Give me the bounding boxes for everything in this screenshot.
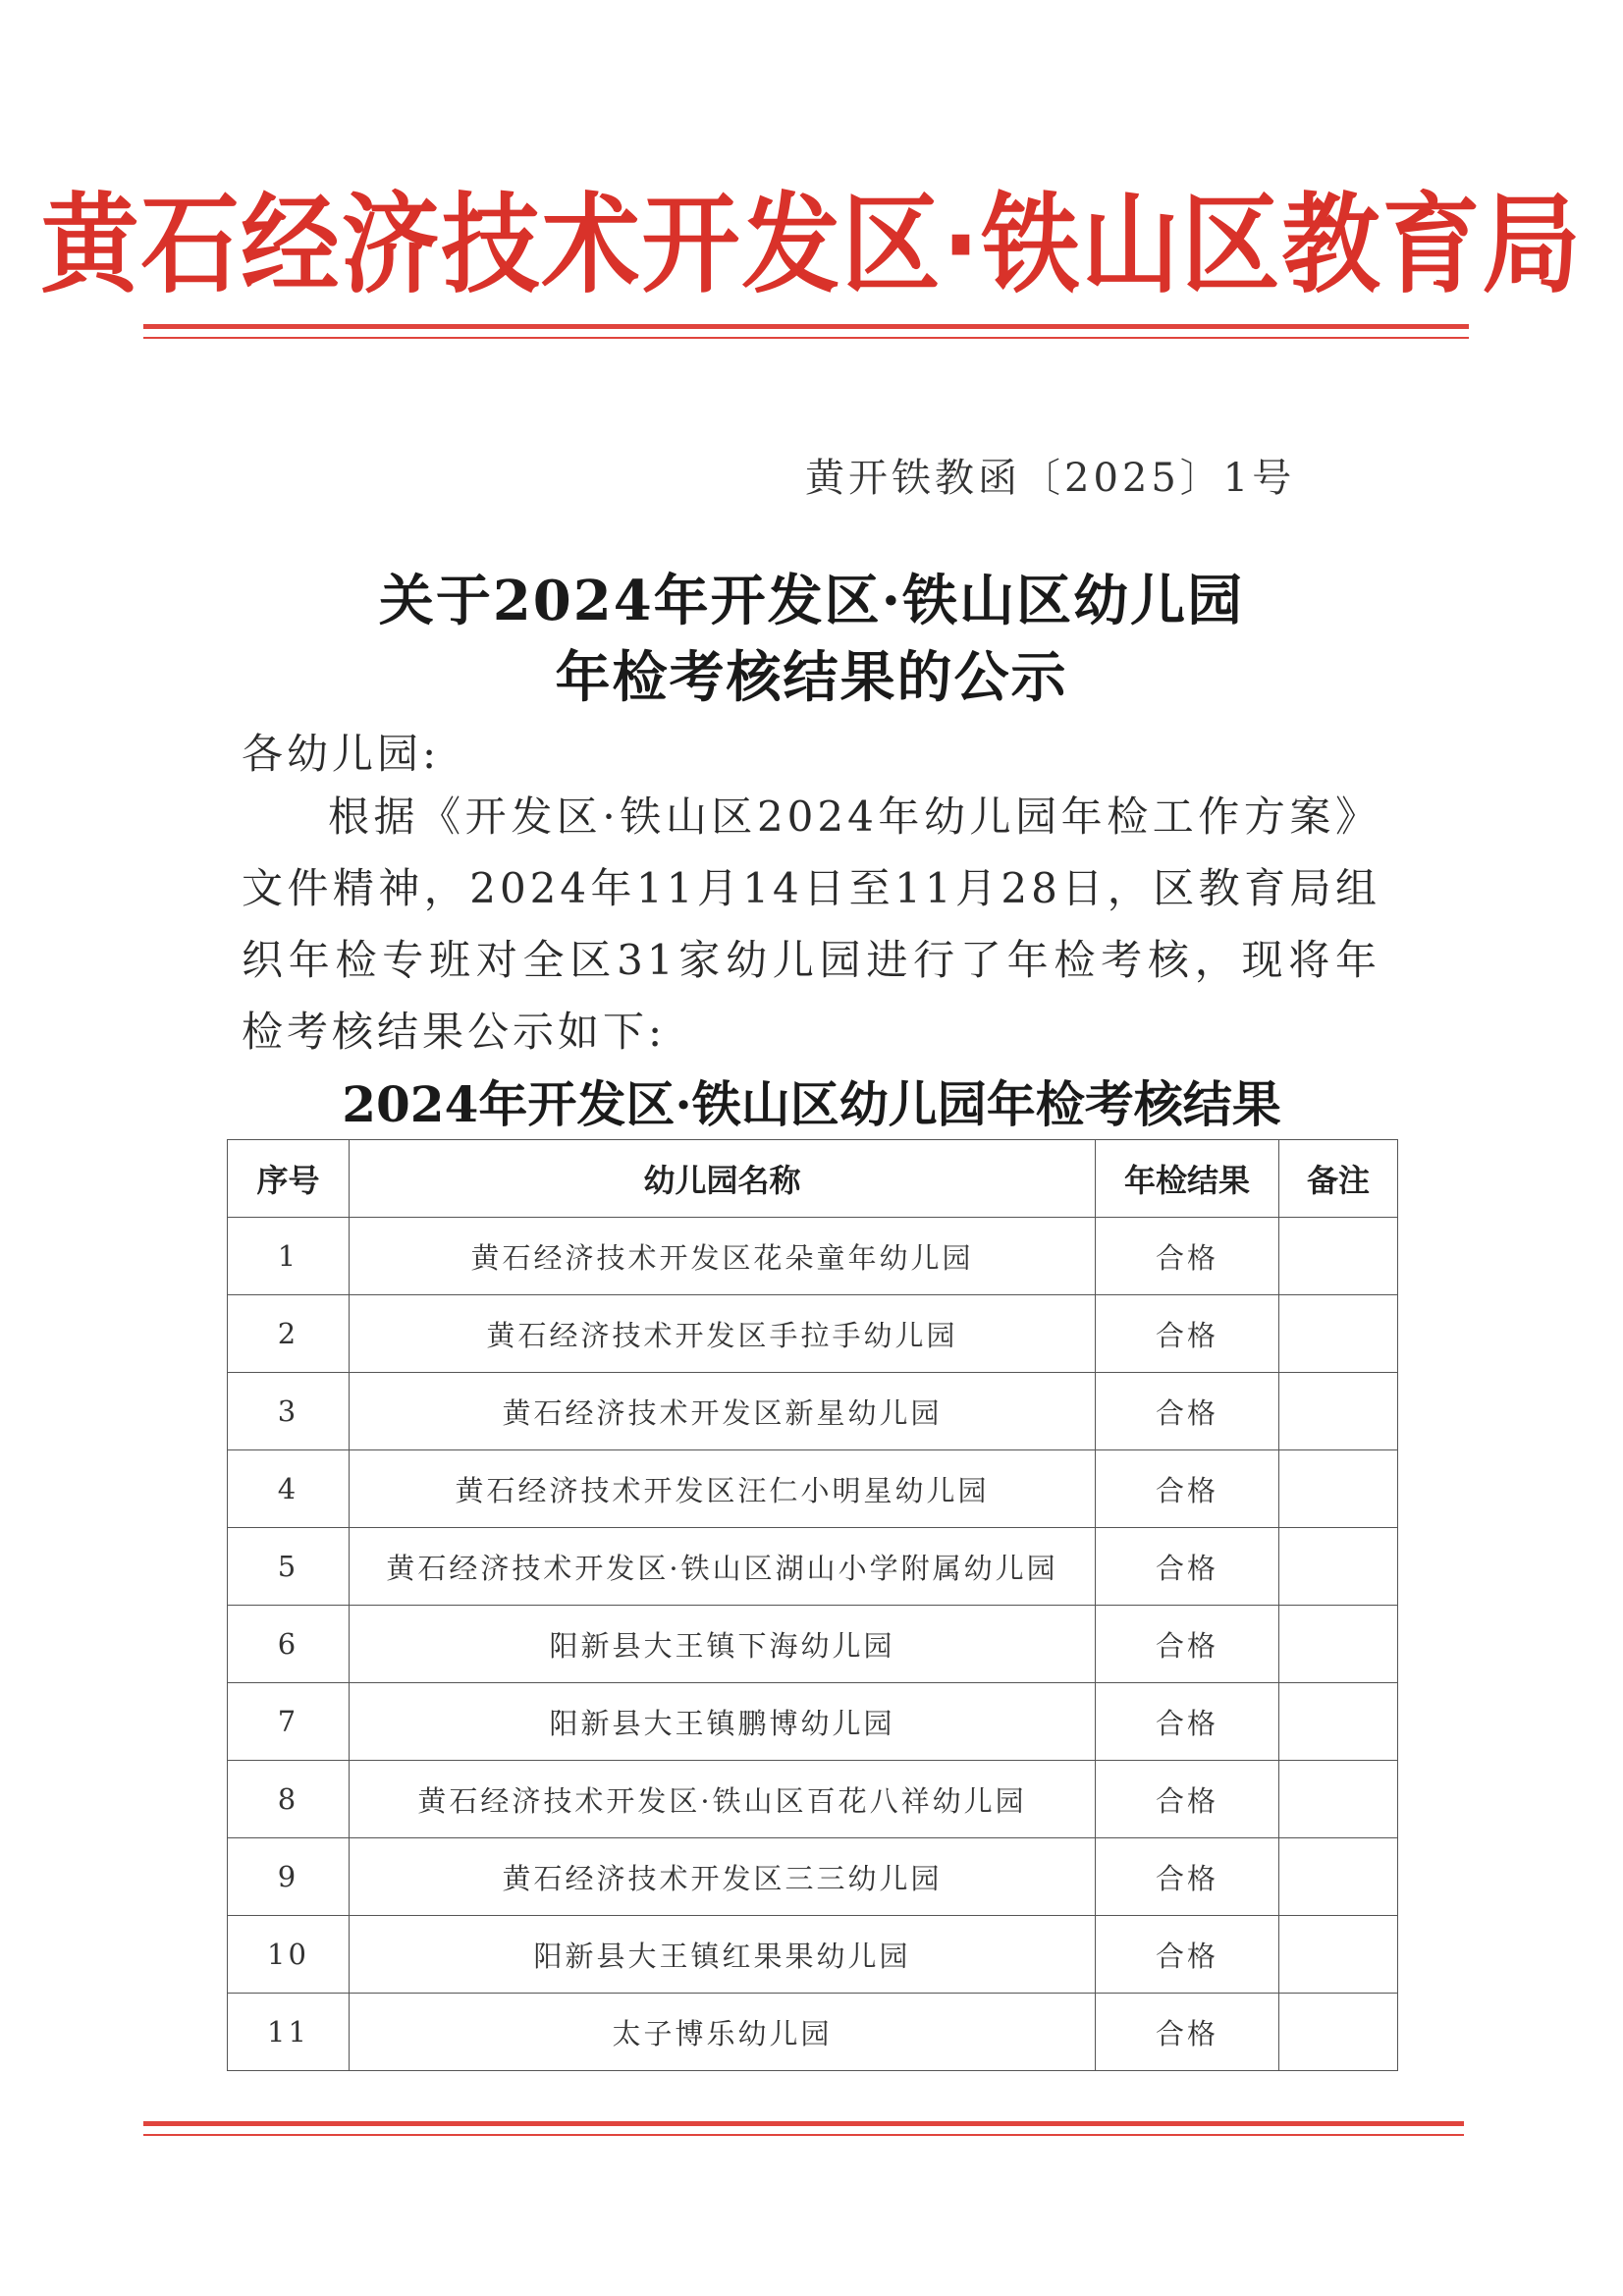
row-no: 4 bbox=[228, 1450, 350, 1528]
header-no: 序号 bbox=[228, 1140, 350, 1218]
row-name: 阳新县大王镇红果果幼儿园 bbox=[350, 1916, 1096, 1994]
main-title-line1: 关于2024年开发区·铁山区幼儿园 bbox=[378, 569, 1245, 633]
table-row bbox=[228, 1994, 1398, 2071]
table-row bbox=[228, 1373, 1398, 1450]
table-row bbox=[228, 1218, 1398, 1295]
row-remark bbox=[1279, 1606, 1398, 1683]
main-title-line2: 年检考核结果的公示 bbox=[555, 645, 1068, 710]
row-name: 黄石经济技术开发区花朵童年幼儿园 bbox=[350, 1218, 1096, 1295]
row-result: 合格 bbox=[1096, 1761, 1279, 1838]
row-remark bbox=[1279, 1994, 1398, 2071]
table-title: 2024年开发区·铁山区幼儿园年检考核结果 bbox=[342, 1075, 1281, 1133]
row-result: 合格 bbox=[1096, 1295, 1279, 1373]
row-remark bbox=[1279, 1761, 1398, 1838]
row-no: 9 bbox=[228, 1838, 350, 1916]
row-no: 10 bbox=[228, 1916, 350, 1994]
row-result: 合格 bbox=[1096, 1994, 1279, 2071]
row-remark bbox=[1279, 1916, 1398, 1994]
row-name: 黄石经济技术开发区·铁山区湖山小学附属幼儿园 bbox=[350, 1528, 1096, 1606]
row-no: 3 bbox=[228, 1373, 350, 1450]
header-name: 幼儿园名称 bbox=[350, 1140, 1096, 1218]
row-remark bbox=[1279, 1373, 1398, 1450]
row-name: 阳新县大王镇鹏博幼儿园 bbox=[350, 1683, 1096, 1761]
table-row bbox=[228, 1295, 1398, 1373]
table-row bbox=[228, 1606, 1398, 1683]
salutation: 各幼儿园: bbox=[242, 730, 441, 778]
table-row bbox=[228, 1838, 1398, 1916]
row-result: 合格 bbox=[1096, 1528, 1279, 1606]
footer-rule-thin bbox=[143, 2134, 1464, 2136]
row-result: 合格 bbox=[1096, 1838, 1279, 1916]
row-no: 1 bbox=[228, 1218, 350, 1295]
table-row bbox=[228, 1683, 1398, 1761]
table-row bbox=[228, 1450, 1398, 1528]
agency-header-title: 黄石经济技术开发区·铁山区教育局 bbox=[40, 182, 1583, 308]
table-header-row bbox=[228, 1140, 1398, 1218]
row-name: 阳新县大王镇下海幼儿园 bbox=[350, 1606, 1096, 1683]
row-name: 黄石经济技术开发区三三幼儿园 bbox=[350, 1838, 1096, 1916]
header-result: 年检结果 bbox=[1096, 1140, 1279, 1218]
table-row bbox=[228, 1761, 1398, 1838]
row-no: 11 bbox=[228, 1994, 350, 2071]
row-name: 太子博乐幼儿园 bbox=[350, 1994, 1096, 2071]
row-result: 合格 bbox=[1096, 1373, 1279, 1450]
row-result: 合格 bbox=[1096, 1218, 1279, 1295]
results-table bbox=[227, 1139, 1398, 2071]
row-no: 7 bbox=[228, 1683, 350, 1761]
row-remark bbox=[1279, 1838, 1398, 1916]
row-remark bbox=[1279, 1218, 1398, 1295]
row-no: 5 bbox=[228, 1528, 350, 1606]
row-name: 黄石经济技术开发区汪仁小明星幼儿园 bbox=[350, 1450, 1096, 1528]
header-remark: 备注 bbox=[1279, 1140, 1398, 1218]
row-result: 合格 bbox=[1096, 1683, 1279, 1761]
row-remark bbox=[1279, 1683, 1398, 1761]
body-paragraph: 根据《开发区·铁山区2024年幼儿园年检工作方案》文件精神，2024年11月14日至11月28日，区教育局组织年检专班对全区31家幼儿园进行了年检考核，现将年检考核结果公示如下: bbox=[242, 793, 1380, 1056]
row-remark bbox=[1279, 1528, 1398, 1606]
row-name: 黄石经济技术开发区·铁山区百花八祥幼儿园 bbox=[350, 1761, 1096, 1838]
footer-rule-thick bbox=[143, 2121, 1464, 2126]
row-no: 2 bbox=[228, 1295, 350, 1373]
table-row bbox=[228, 1528, 1398, 1606]
row-remark bbox=[1279, 1450, 1398, 1528]
row-result: 合格 bbox=[1096, 1916, 1279, 1994]
row-result: 合格 bbox=[1096, 1450, 1279, 1528]
header-rule-thin bbox=[143, 337, 1469, 339]
row-name: 黄石经济技术开发区新星幼儿园 bbox=[350, 1373, 1096, 1450]
row-remark bbox=[1279, 1295, 1398, 1373]
document-number: 黄开铁教函〔2025〕1号 bbox=[805, 456, 1296, 501]
row-no: 8 bbox=[228, 1761, 350, 1838]
row-name: 黄石经济技术开发区手拉手幼儿园 bbox=[350, 1295, 1096, 1373]
table-row bbox=[228, 1916, 1398, 1994]
row-no: 6 bbox=[228, 1606, 350, 1683]
header-rule-thick bbox=[143, 324, 1469, 329]
row-result: 合格 bbox=[1096, 1606, 1279, 1683]
